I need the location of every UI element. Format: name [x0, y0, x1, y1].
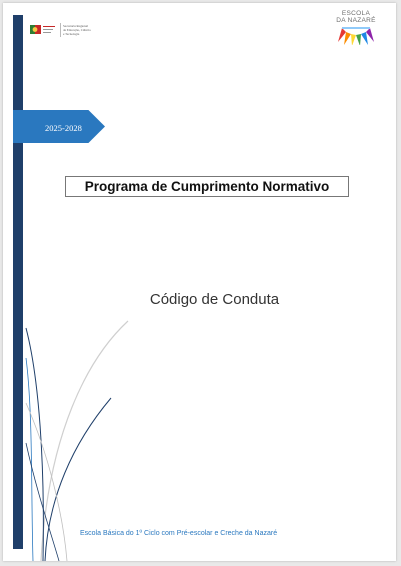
- school-name-footer: Escola Básica do 1º Ciclo com Pré-escolar e Creche da Nazaré: [80, 530, 278, 537]
- decorative-swooshes: [3, 303, 203, 561]
- program-title: Programa de Cumprimento Normativo: [65, 176, 349, 197]
- school-logo: [335, 9, 377, 45]
- school-logo-line1: ESCOLA: [341, 10, 371, 17]
- government-logo-text: Secretaria Regional de Educação, Ciência e Tecnologia: [63, 24, 91, 36]
- document-page: [3, 3, 396, 561]
- document-title: Código de Conduta: [149, 291, 280, 308]
- government-logo: [30, 23, 110, 37]
- school-logo-line2: DA NAZARÉ: [336, 17, 376, 24]
- colorful-sun-logo: [335, 25, 377, 45]
- year-range: 2025-2028: [45, 123, 82, 133]
- logo-divider: [60, 23, 61, 37]
- republica-portuguesa-logo: [30, 23, 56, 37]
